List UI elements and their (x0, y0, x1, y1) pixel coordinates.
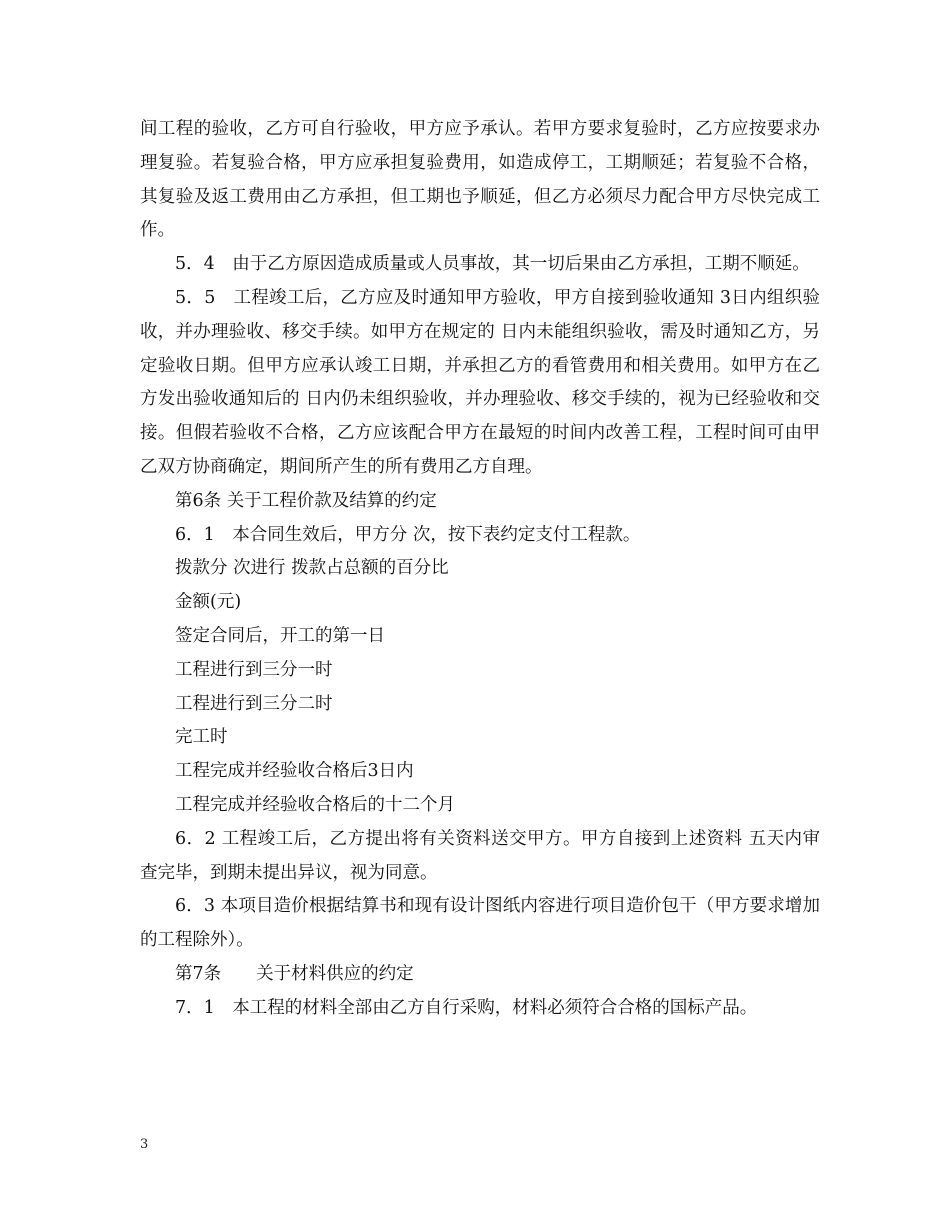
payment-table-amount-label: 金额(元) (175, 592, 242, 613)
article-7-heading: 第7条 关于材料供应的约定 (175, 963, 414, 984)
payment-stage-6: 工程完成并经验收合格后的十二个月 (175, 794, 455, 815)
clause-5-4: 5．4 由于乙方原因造成质量或人员事故，其一切后果由乙方承担，工期不顺延。 (175, 254, 810, 275)
payment-stage-1: 签定合同后，开工的第一日 (175, 625, 385, 646)
clause-6-3: 6．3 本项目造价根据结算书和现有设计图纸内容进行项目造价包干（甲方要求增加的工程除外）。 (140, 896, 820, 951)
clause-7-1: 7．1 本工程的材料全部由乙方自行采购，材料必须符合合格的国标产品。 (175, 997, 758, 1018)
clause-5-5: 5．5 工程竣工后，乙方应及时通知甲方验收，甲方自接到验收通知 3日内组织验收，并办理验收、移交手续。如甲方在规定的 日内未能组织验收，需及时通知乙方，另定验收日期。但甲方应承认竣工日期，并承担乙方的看管费用和相关费用。如甲方在乙方发出验收通知后的 日内仍未组织验收，并办理验收、移交手续的，视为已经验收和交接。但假若验收不合格，乙方应该配合甲方在最短的时间内改善工程，工程时间可由甲乙双方协商确定，期间所产生的所有费用乙方自理。 (140, 287, 820, 477)
page-number: 3 (140, 1137, 149, 1152)
payment-stage-2: 工程进行到三分一时 (175, 659, 333, 680)
clause-6-2: 6．2 工程竣工后，乙方提出将有关资料送交甲方。甲方自接到上述资料 五天内审查完毕，到期未提出异议，视为同意。 (140, 828, 820, 883)
payment-stage-4: 完工时 (175, 727, 228, 748)
article-6-heading: 第6条 关于工程价款及结算的约定 (175, 490, 437, 511)
payment-stage-5: 工程完成并经验收合格后3日内 (175, 761, 414, 782)
payment-stage-3: 工程进行到三分二时 (175, 693, 333, 714)
paragraph-acceptance-continued: 间工程的验收，乙方可自行验收，甲方应予承认。若甲方要求复验时，乙方应按要求办理复验。若复验合格，甲方应承担复验费用，如造成停工，工期顺延；若复验不合格，其复验及返工费用由乙方承担，但工期也予顺延，但乙方必须尽力配合甲方尽快完成工作。 (140, 119, 820, 241)
document-body (140, 113, 820, 1026)
clause-6-1: 6．1 本合同生效后，甲方分 次，按下表约定支付工程款。 (175, 524, 641, 545)
payment-table-header: 拨款分 次进行 拨款占总额的百分比 (175, 558, 449, 579)
